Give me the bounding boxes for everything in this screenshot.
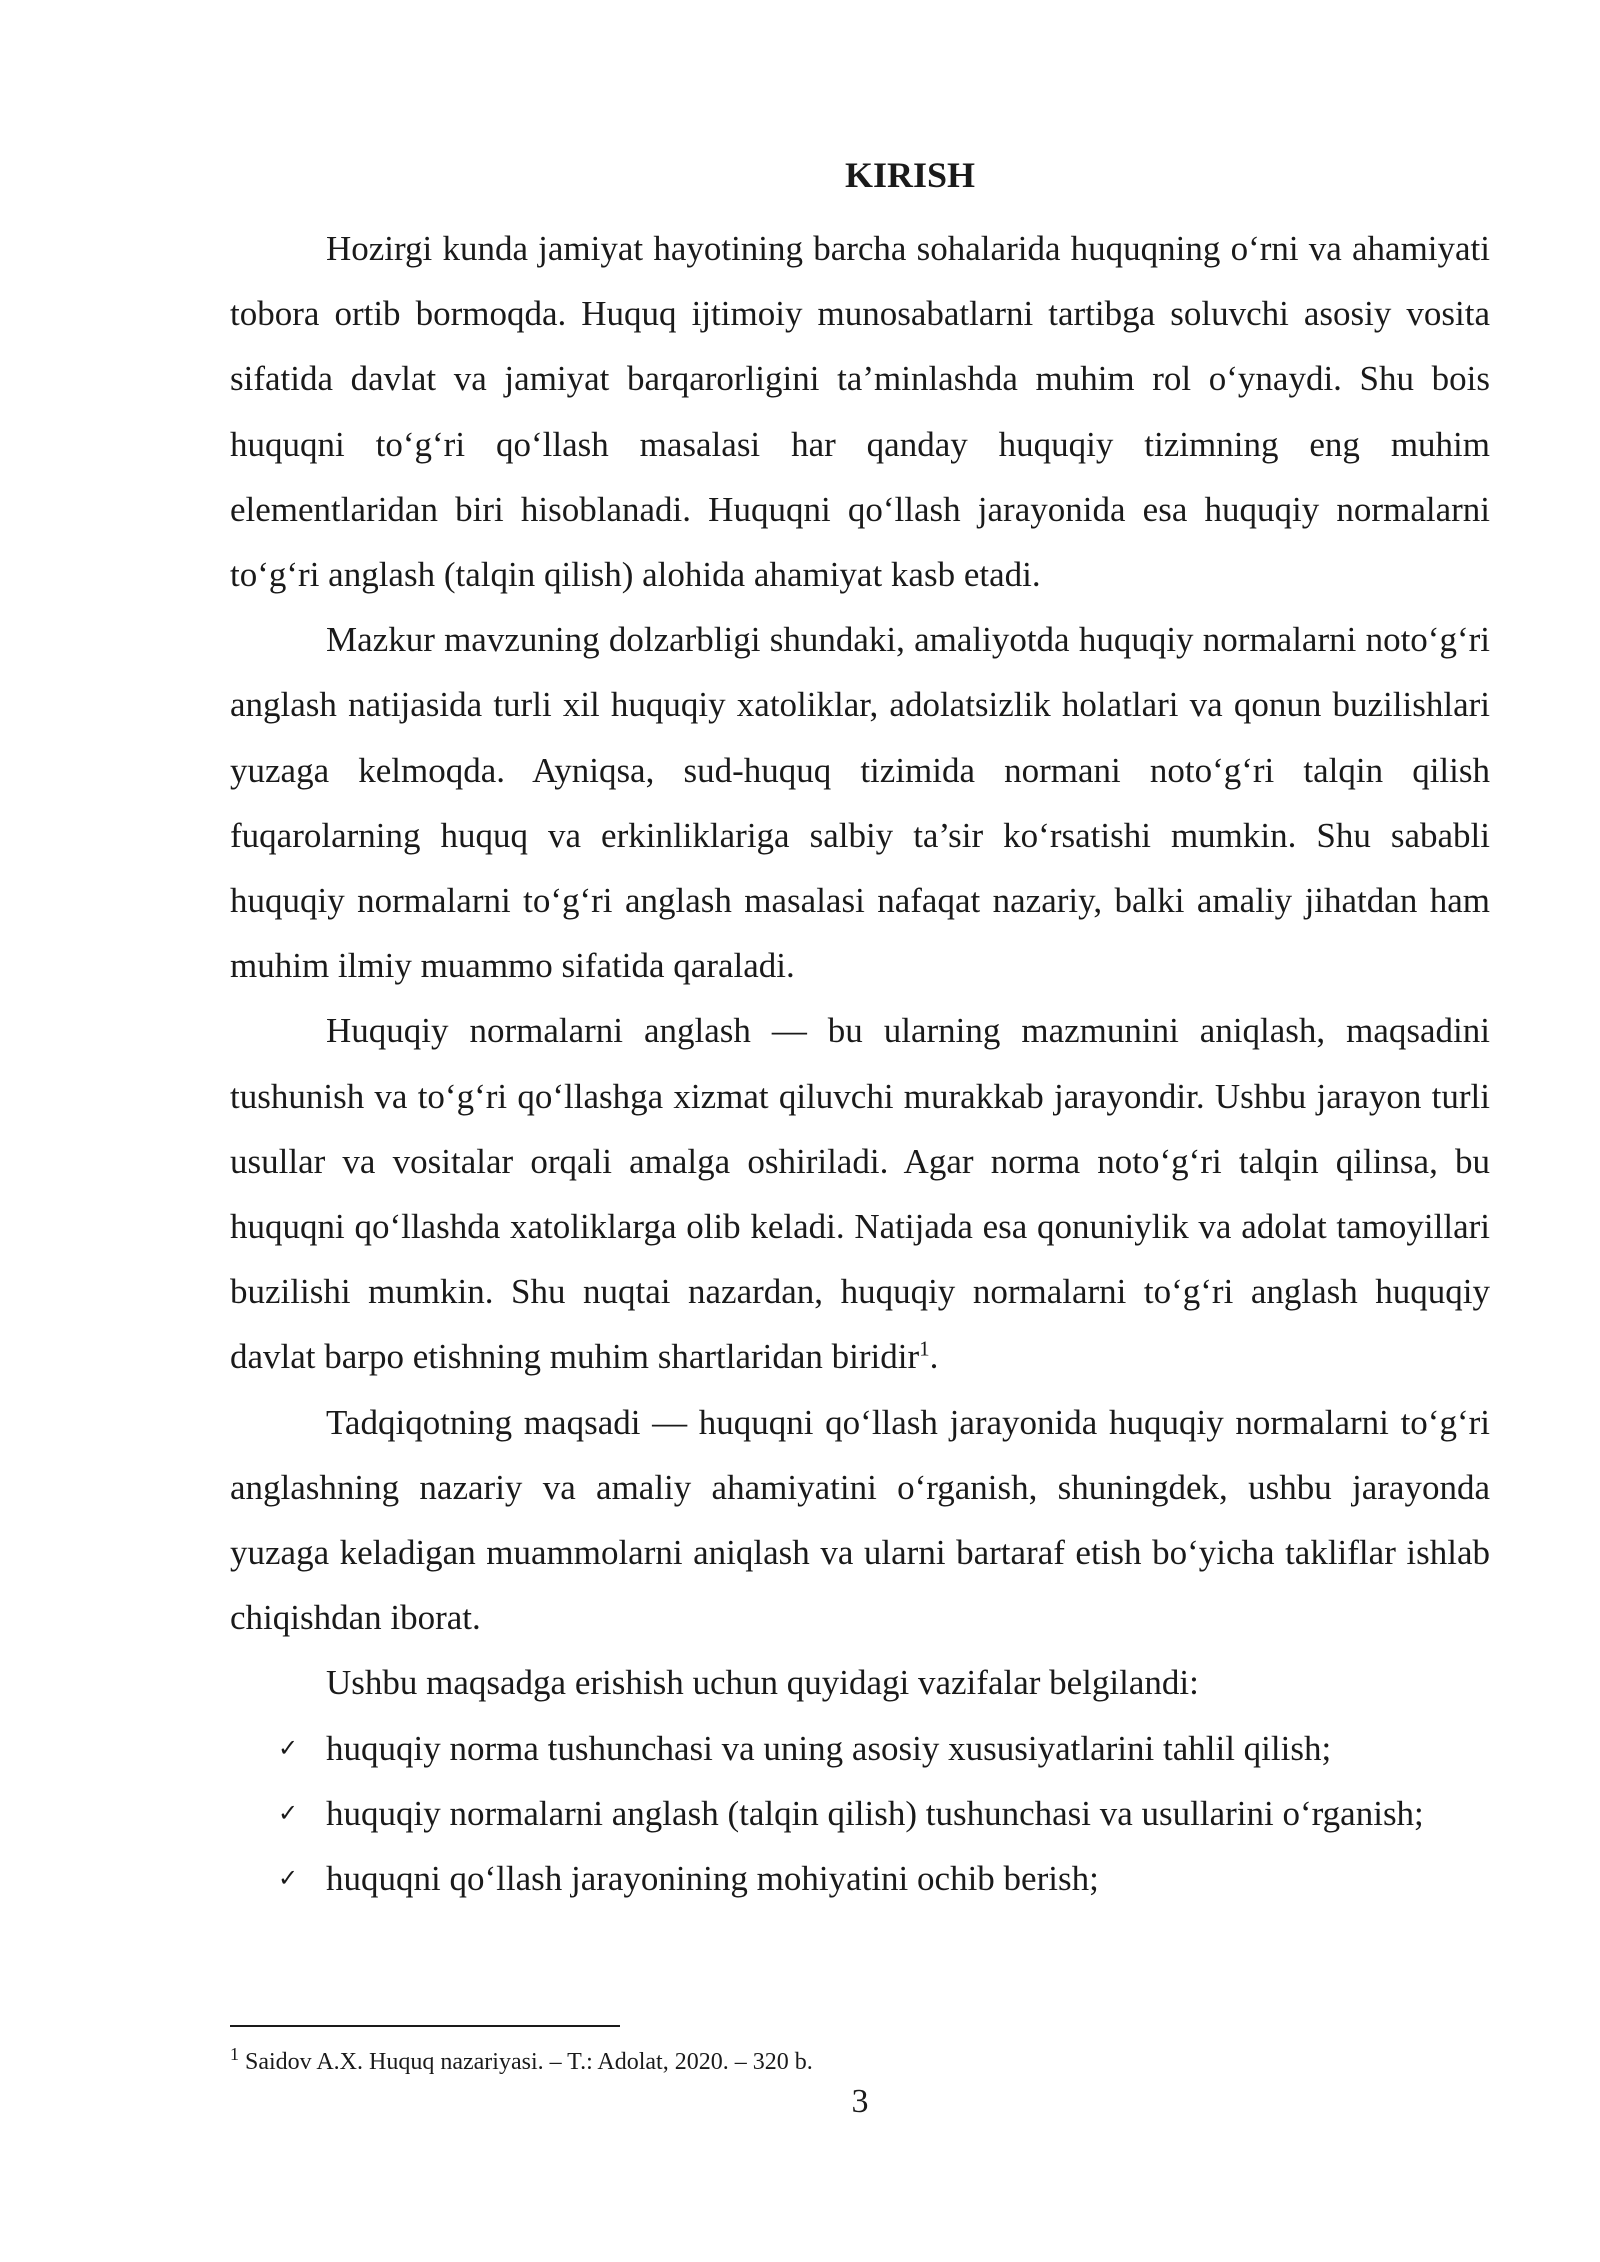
task-item (230, 1781, 1490, 1846)
footnote-mark: 1 (230, 2044, 239, 2064)
task-item (230, 1846, 1490, 1911)
footnote (230, 2046, 813, 2078)
task-list (230, 1716, 1490, 1912)
page-number: 3 (851, 2083, 869, 2120)
page-title: KIRISH (844, 155, 976, 195)
checkmark-icon: ✓ (278, 1864, 299, 1893)
paragraph-interpretation-text: Huquqiy normalarni anglash — bu ularning mazmunini aniqlash, maqsadini tushunish va to‘g‘ri qo‘llashga xizmat qiluvchi murakkab jarayondir. Ushbu jarayon turli usullar va vositalar orqali amalga oshiriladi. Agar norma noto‘g‘ri talqin qilinsa, bu huquqni qo‘llashda xatoliklarga olib keladi. Natijada esa qonuniylik va adolat tamoyillari buzilishi mumkin. Shu nuqtai nazardan, huquqiy normalarni to‘g‘ri anglash huquqiy davlat barpo etishning muhim shartlaridan biridir (230, 1011, 1490, 1377)
paragraph-intro: Hozirgi kunda jamiyat hayotining barcha sohalarida huquqning o‘rni va ahamiyati tobora ortib bormoqda. Huquq ijtimoiy munosabatlarni tartibga soluvchi asosiy vosita sifatida davlat va jamiyat barqarorligini ta’minlashda muhim rol o‘ynaydi. Shu bois huquqni to‘g‘ri qo‘llash masalasi har qanday huquqiy tizimning eng muhim elementlaridan biri hisoblanadi. Huquqni qo‘llash jarayonida esa huquqiy normalarni to‘g‘ri anglash (talqin qilish) alohida ahamiyat kasb etadi. (230, 229, 1490, 595)
footnote-text: Saidov A.X. Huquq nazariyasi. – T.: Adolat, 2020. – 320 b. (245, 2049, 813, 2075)
paragraph-interpretation-end: . (929, 1337, 939, 1377)
footnote-reference[interactable]: 1 (919, 1336, 930, 1361)
checkmark-icon: ✓ (278, 1798, 299, 1827)
task-text: huquqni qo‘llash jarayonining mohiyatini ochib berish; (326, 1859, 1099, 1899)
task-text: huquqiy norma tushunchasi va uning asosiy xususiyatlarini tahlil qilish; (326, 1728, 1332, 1768)
task-item (230, 1716, 1490, 1781)
document-page (230, 150, 1490, 1911)
task-text: huquqiy normalarni anglash (talqin qilish) tushunchasi va usullarini o‘rganish; (326, 1793, 1424, 1833)
paragraph-goal: Tadqiqotning maqsadi — huquqni qo‘llash jarayonida huquqiy normalarni to‘g‘ri anglashning nazariy va amaliy ahamiyatini o‘rganish, shuningdek, ushbu jarayonda yuzaga keladigan muammolarni aniqlash va ularni bartaraf etish bo‘yicha takliflar ishlab chiqishdan iborat. (230, 1402, 1490, 1638)
paragraph-relevance: Mazkur mavzuning dolzarbligi shundaki, amaliyotda huquqiy normalarni noto‘g‘ri anglash natijasida turli xil huquqiy xatoliklar, adolatsizlik holatlari va qonun buzilishlari yuzaga kelmoqda. Ayniqsa, sud-huquq tizimida normani noto‘g‘ri talqin qilish fuqarolarning huquq va erkinliklariga salbiy ta’sir ko‘rsatishi mumkin. Shu sababli huquqiy normalarni to‘g‘ri anglash masalasi nafaqat nazariy, balki amaliy jihatdan ham muhim ilmiy muammo sifatida qaraladi. (230, 620, 1490, 986)
paragraph-interpretation (230, 998, 1490, 1389)
checkmark-icon: ✓ (278, 1733, 299, 1762)
tasks-intro: Ushbu maqsadga erishish uchun quyidagi vazifalar belgilandi: (326, 1663, 1199, 1703)
footnote-separator (230, 2025, 620, 2027)
